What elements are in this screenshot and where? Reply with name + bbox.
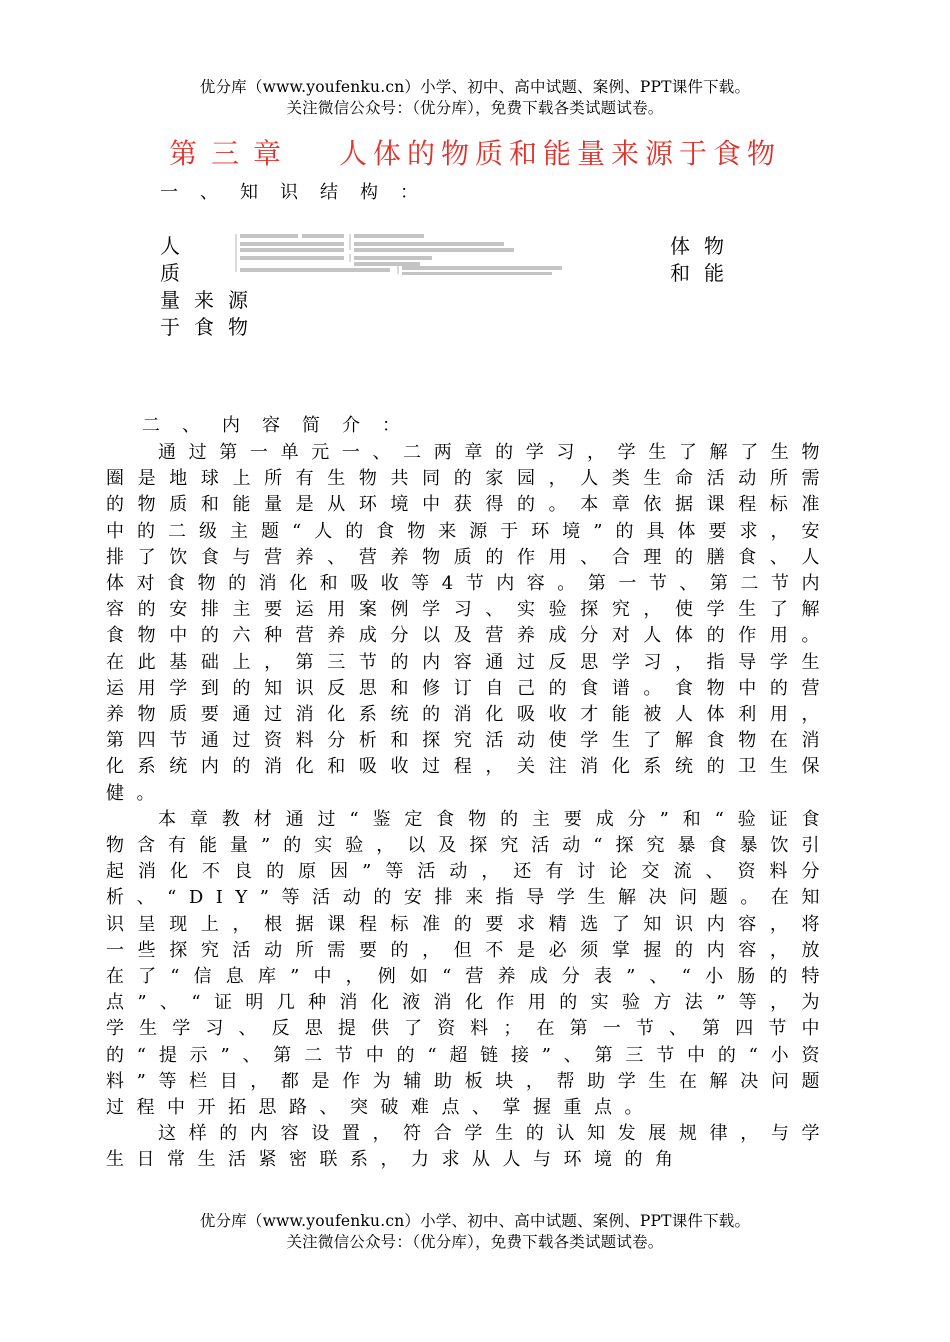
structure-left-line-3: 量来源 — [160, 288, 262, 312]
section-2-heading: 二、内容简介： — [142, 415, 422, 436]
diagram-faint-text — [240, 234, 562, 275]
paragraph-3: 这样的内容设置，符合学生的认知发展规律，与学生日常生活紧密联系，力求从人与环境的角 — [106, 1123, 832, 1171]
header-line-2: 关注微信公众号：（优分库），免费下载各类试题试卷。 — [286, 99, 664, 117]
structure-left-line-2: 质 — [160, 261, 194, 285]
structure-left-line-4: 于食物 — [160, 315, 262, 339]
content-body — [106, 413, 832, 1174]
chapter-number: 第三章 — [168, 137, 295, 170]
footer-line-2: 关注微信公众号：（优分库），免费下载各类试题试卷。 — [286, 1233, 664, 1251]
section-1-heading: 一、知识结构： — [160, 182, 440, 203]
footer-line-1: 优分库（www.youfenku.cn）小学、初中、高中试题、案例、PPT课件下载。 — [199, 1212, 751, 1230]
paragraph-2: 本章教材通过“鉴定食物的主要成分”和“验证食物含有能量”的实验，以及探究活动“探究暴食暴饮引起消化不良的原因”等活动，还有讨论交流、资料分析、“DIY”等活动的安排来指导学生解决问题。在知识呈现上，根据课程标准的要求精选了知识内容，将一些探究活动所需要的，但不是必须掌握的内容，放在了“信息库”中，例如“营养成分表”、“小肠的特点”、“证明几种消化液消化作用的实验方法”等，为学生学习、反思提供了资料；在第一节、第四节中的“提示”、第二节中的“超链接”、第三节中的“小资料”等栏目，都是作为辅助板块，帮助学生在解决问题过程中开拓思路、突破难点、掌握重点。 — [106, 808, 832, 1119]
chapter-title — [0, 132, 950, 172]
knowledge-structure-diagram — [232, 230, 572, 276]
header-line-1: 优分库（www.youfenku.cn）小学、初中、高中试题、案例、PPT课件下载。 — [199, 78, 751, 96]
page-header — [0, 77, 950, 119]
page-footer — [0, 1211, 950, 1253]
chapter-title-text: 人体的物质和能量来源于食物 — [339, 137, 782, 170]
structure-right-line-1: 体物 — [670, 234, 738, 258]
structure-right-line-2: 和能 — [670, 261, 738, 285]
structure-left-line-1: 人 — [160, 234, 194, 258]
paragraph-1: 通过第一单元一、二两章的学习，学生了解了生物圈是地球上所有生物共同的家园，人类生命活动所需的物质和能量是从环境中获得的。本章依据课程标准中的二级主题“人的食物来源于环境”的具体要求，安排了饮食与营养、营养物质的作用、合理的膳食、人体对食物的消化和吸收等4节内容。第一节、第二节内容的安排主要运用案例学习、实验探究，使学生了解食物中的六种营养成分以及营养成分对人体的作用。在此基础上，第三节的内容通过反思学习，指导学生运用学到的知识反思和修订自己的食谱。食物中的营养物质要通过消化系统的消化吸收才能被人体利用，第四节通过资料分析和探究活动使学生了解食物在消化系统内的消化和吸收过程，关注消化系统的卫生保健。 — [106, 442, 832, 804]
